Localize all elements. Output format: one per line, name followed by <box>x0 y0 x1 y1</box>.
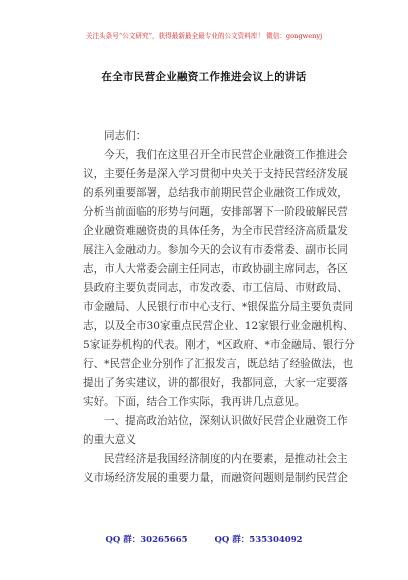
footer-contact <box>0 533 408 545</box>
body-line: 的重大意义 <box>83 434 136 446</box>
body-line: 行、*民营企业分别作了汇报发言，既总结了经验做法，也 <box>83 358 354 370</box>
body-line: 5家证券机构的代表。刚才，*区政府、*市金融局、银行分 <box>83 339 355 351</box>
body-line: 分析当前面临的形势与问题，安排部署下一阶段破解民营 <box>83 206 348 218</box>
document-title: 在全市民营企业融资工作推进会议上的讲话 <box>101 71 307 83</box>
document-body <box>83 127 355 488</box>
header-banner: 关注头条号“公文研究”，获得最新最全最专业的公文资料库！ 微信：gongwenyj <box>85 32 323 40</box>
body-line: 一、提高政治站位，深刻认识做好民营企业融资工作 <box>104 415 348 427</box>
body-line: 志，以及全市30家重点民营企业、12家银行业金融机构、 <box>83 320 354 332</box>
body-line: 今天，我们在这里召开全市民营企业融资工作推进会 <box>104 149 348 161</box>
body-line: 县政府主要负责同志，市发改委、市工信局、市财政局、 <box>83 282 348 294</box>
body-line: 议，主要任务是深入学习贯彻中央关于支持民营经济发展 <box>83 168 348 180</box>
body-line: 企业融资难融资贵的具体任务，为全市民营经济高质量发 <box>83 225 348 237</box>
body-line: 民营经济是我国经济制度的内在要素，是推动社会主 <box>104 453 348 465</box>
body-line: 义市场经济发展的重要力量，而融资问题则是制约民营企 <box>83 472 348 484</box>
body-line: 提出了务实建议，讲的都很好，我都同意，大家一定要落 <box>83 377 348 389</box>
qq-group-1: QQ 群：30265665 <box>105 535 188 545</box>
body-line: 同志们： <box>104 130 147 142</box>
body-line: 实好。下面，结合工作实际，我再讲几点意见。 <box>83 396 306 408</box>
body-line: 展注入金融动力。参加今天的会议有市委常委、副市长同 <box>83 244 348 256</box>
body-line: 的系列重要部署，总结我市前期民营企业融资工作成效， <box>83 187 348 199</box>
body-line: 市金融局、人民银行市中心支行、*银保监分局主要负责同 <box>83 301 354 313</box>
qq-group-2: QQ 群：535304092 <box>214 535 303 545</box>
body-line: 志，市人大常委会副主任同志，市政协副主席同志，各区 <box>83 263 348 275</box>
